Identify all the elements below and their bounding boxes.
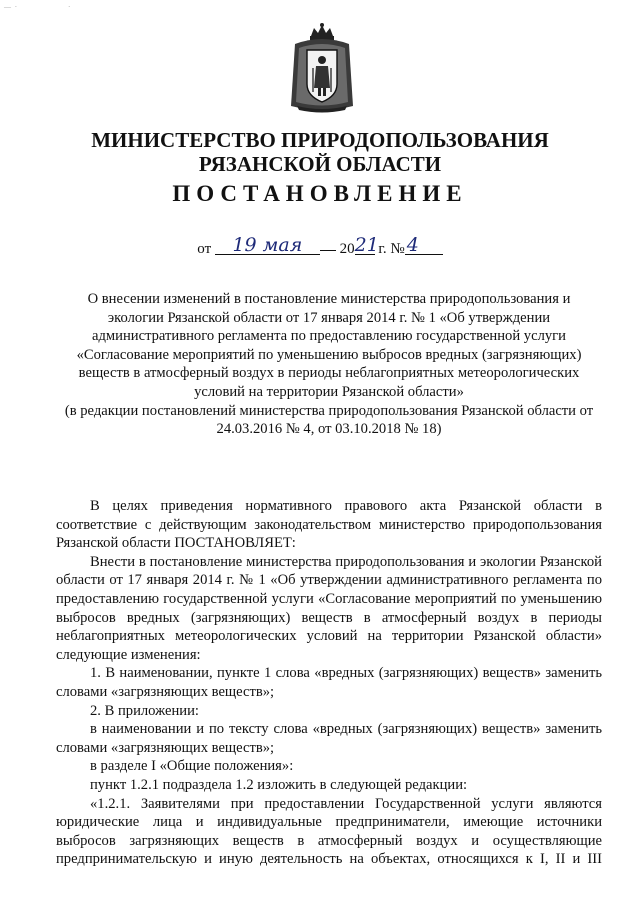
date-day-month: 19 мая: [215, 236, 320, 255]
region-title-line: РЯЗАНСКОЙ ОБЛАСТИ: [198, 152, 442, 176]
scan-mark: ·: [68, 3, 72, 11]
ministry-name: [60, 128, 580, 176]
decree-subject: [64, 290, 594, 439]
date-underline: [320, 250, 336, 251]
ministry-title-line: МИНИСТЕРСТВО ПРИРОДОПОЛЬЗОВАНИЯ: [91, 128, 549, 152]
body-paragraph: Внести в постановление министерства природопользования и экологии Рязанской области от 17 января 2014 г. № 1 «Об утверждении административного регламента по предоставлению государственной услуги «Согласование мероприятий по уменьшению выбросов вредных (загрязняющих) веществ в атмосферный воздух в периоды неблагоприятных метеорологических условий на территории Рязанской области» следующие изменения:: [56, 553, 602, 663]
year-suffix: 21: [354, 234, 379, 256]
decree-number: 4: [405, 236, 443, 255]
subject-text: О внесении изменений в постановление министерства природопользования и экологии Рязанской области от 17 января 2014 г. № 1 «Об утверждении административного регламента по предоставлению государственной услуги «Согласование мероприятий по уменьшению выбросов вредных (загрязняющих) веществ в атмосферный воздух в периоды неблагоприятных метеорологических условий на территории Рязанской области»: [76, 291, 582, 400]
date-and-number-line: [60, 234, 580, 258]
body-paragraph: в наименовании и по тексту слова «вредных (загрязняющих) веществ» заменить словами «загрязняющих веществ»;: [56, 721, 602, 756]
body-paragraph: «1.2.1. Заявителями при предоставлении Государственной услуги являются юридические лица и индивидуальные предприниматели, имеющие источники выбросов загрязняющих веществ в атмосферный воздух и осуществляющие предпринимательскую и иную деятельность на объектах, относящихся к I, II и III: [56, 795, 602, 868]
document-type-title: ПОСТАНОВЛЕНИЕ: [172, 181, 468, 206]
body-paragraph: В целях приведения нормативного правового акта Рязанской области в соответствие с действующим законодательством министерство природопользования Рязанской области ПОСТАНОВЛЯЕТ:: [56, 498, 602, 552]
subject-amendments: (в редакции постановлений министерства природопользования Рязанской области от 24.03.2016 № 4, от 03.10.2018 № 18): [64, 402, 594, 438]
decree-body: [56, 497, 602, 869]
body-paragraph: 1. В наименовании, пункте 1 слова «вредных (загрязняющих) веществ» заменить словами «загрязняющих веществ»;: [56, 665, 602, 700]
year-number-label: г. №: [378, 241, 405, 257]
year-prefix: 20: [339, 241, 355, 257]
date-prefix: от: [197, 241, 212, 257]
scan-mark: — ·: [4, 3, 19, 11]
body-paragraph: пункт 1.2.1 подраздела 1.2 изложить в следующей редакции:: [90, 776, 468, 793]
body-paragraph: в разделе I «Общие положения»:: [90, 758, 294, 775]
body-paragraph: 2. В приложении:: [90, 702, 199, 719]
ryazan-coat-of-arms-icon: [287, 22, 357, 114]
